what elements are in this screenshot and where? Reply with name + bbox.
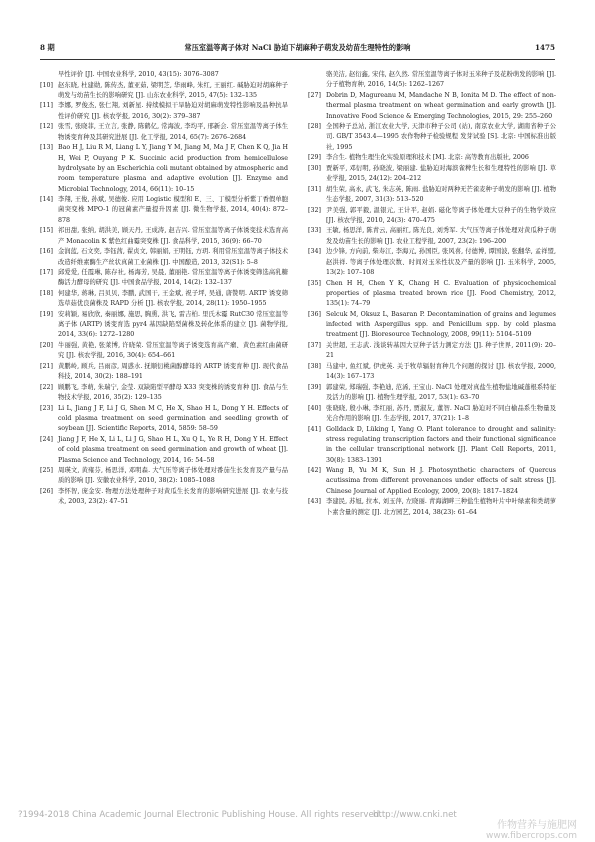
reference-number: [10] [40,81,53,89]
reference-number: [41] [308,425,321,433]
reference-text: 赵东晓, 杜建勋, 陈传杰, 董亚茹, 梁明芝, 华雨峰, 朱红, 王丽红. 碱胁迫对胡麻种子萌发与幼苗生长的影响研究 [J]. 山东农业科学, 2015, 47(5): 132–135 [58,81,288,99]
reference-text: Selcuk M, Oksuz L, Basaran P. Decontamination of grains and legumes infected with Aspergillus spp. and Penicillum spp. by cold plasma treatment [J]. Bioresource Technology, 2008, 99(11): 5104–5109 [326,310,556,339]
site-watermark [486,820,577,841]
reference-number: [30] [308,164,321,172]
references-left-column [40,70,288,508]
reference-text: Golldack D, Lüking I, Yang O. Plant tolerance to drought and salinity: stress regulating transcription factors and their functional significance in the cellular transcriptional network [J]. Plant Cell Reports, 2011, 30(8): 1383–1391 [326,425,556,464]
reference-text: 李娜, 罗俊杰, 张仁翔, 刘新星. 持续模拟干旱胁迫对胡麻萌发特性影响及品种抗旱性评价研究 [J]. 核农学报, 2016, 30(2): 379–387 [58,102,288,120]
reference-item [308,425,556,466]
reference-text: 李怀智, 庞金安. 物理方法处理种子对黄瓜生长发育的影响研究进展 [J]. 农业与技术, 2003, 23(2): 47–51 [58,487,288,506]
reference-item [308,247,556,278]
reference-text: 李翔, 王俊, 孙斌, 吴德俊. 应用 Logistic 模型和 E、三、丁模型分析紫丁香假单胞菌突变株 MPO-1 的冠菌素产量提升因素 [J]. 微生物学报, 2014, 40(4): 872–878 [58,196,288,224]
reference-text: Jiang J F, He X, Li L, Li J G, Shao H L, Xu Q L, Ye R H, Dong Y H. Effect of cold plasma treatment on seed germination and growth of wheat [J]. Plasma Science and Technology, 2014, 16: 54–58 [58,435,288,464]
reference-text: 全国种子总站, 浙江农业大学, 天津市种子公司 (站), 南京农业大学, 湖南省种子公司. GB/T 3543.4—1995 农作物种子检验规程 发芽试验 [S]. 北京: 中国标准出版社, 1995 [326,123,556,151]
reference-text: Chen H H, Chen Y K, Chang H C. Evaluation of physicochemical properties of plasma treated brown rice [J]. Food Chemistry, 2012, 135(1): 74–79 [326,279,556,308]
cnki-link[interactable]: http://www.cnki.net [373,810,457,820]
reference-item [308,341,556,362]
reference-item [40,362,288,383]
reference-number: [42] [308,467,321,475]
reference-number: [38] [308,362,321,370]
reference-number: [43] [308,498,321,506]
reference-number: [25] [40,467,53,475]
reference-text: 祁田甜, 张纳, 胡洪美, 顾天丹, 王成涛, 赵吉兴. 常压室温等离子体诱变技术选育高产 Monacolin K 紫色红曲霉突变株 [J]. 食品科学, 2015, 36(9): 66–70 [58,227,288,245]
reference-item [40,310,288,341]
reference-text: 黄鹏岭, 顾兵, 吕雨彦, 周惑水. 抚顺衍桃菌醇酵母的 ARTP 诱变育种 [J]. 现代食品科技, 2014, 30(2): 188–191 [58,362,288,381]
reference-item [40,289,288,310]
reference-item [40,81,288,102]
reference-number: [36] [308,310,321,318]
reference-item [40,122,288,143]
reference-text: 贾新平, 邓衍明, 孙晓波, 梁丽建. 盐胁迫对海滨雀稗生长和生理特性的影响 [J]. 草业学报, 2015, 24(12): 204–212 [326,164,556,183]
reference-item [40,195,288,226]
reference-item [308,70,556,91]
reference-number: [40] [308,404,321,412]
reference-text: Li L, Jiang J F, Li J G, Shen M C, He X, Shao H L, Dong Y H. Effects of cold plasma treatment on seed germination and seedling growth of soybean [J]. Scientific Reports, 2014, 5859: 58–59 [58,404,288,433]
reference-number: [13] [40,144,53,152]
reference-text: 安莉颖, 易欣欣, 秦丽娜, 施思, 胸熏, 洪飞, 雷吉柏. 里氏木霉 RutC30 常压室温等离子体 (ARTP) 诱变育选 pyr4 基因缺陷型菌株及转化体系的建立 [J]. 菌物学报, 2014, 33(6): 1272–1280 [58,310,288,339]
copyright-notice: ?1994-2018 China Academic Journal Electronic Publishing House. All rights reserved. [18,810,382,820]
watermark-chinese: 作物营养与施肥网 [497,820,577,831]
reference-number: [28] [308,123,321,131]
reference-number: [20] [40,342,53,349]
reference-number: [11] [40,102,53,110]
reference-item [308,279,556,310]
reference-number: [27] [308,91,321,99]
watermark-url: www.fibercrops.com [486,831,577,841]
running-header [40,38,555,58]
page-number: 1475 [534,43,555,52]
reference-text: 张雪, 张晓菲, 王立言, 张静, 陈鹤亿, 常海波, 李均平, 邢新会. 常压室温等离子体生物诱变育种及其研究进展 [J]. 化工学报, 2014, 65(7): 2676–2684 [58,123,288,141]
reference-number: [12] [40,123,53,131]
reference-item [308,164,556,185]
reference-item [40,466,288,487]
reference-text: 李合生. 植物生理生化实验原理和技术 [M]. 北京: 高等教育出版社, 2006 [326,154,529,162]
reference-text: 牛丽强, 黄艳, 张莱博, 许晓荣. 常压室温等离子诱变选育高产瘤、黄色素红曲菌研究 [J]. 核农学报, 2016, 30(4): 654–661 [58,342,288,360]
reference-number: [35] [308,279,321,287]
reference-number: [31] [308,185,321,193]
reference-item [40,247,288,268]
reference-number: [21] [40,362,53,370]
references-right-column [308,70,556,518]
reference-item [40,341,288,362]
reference-item [40,268,288,289]
reference-number: [33] [308,227,321,235]
reference-item [308,404,556,425]
reference-number: [29] [308,154,321,162]
header-rule [40,59,555,60]
reference-text: 马建中, 鱼红斌, 伊虎英. 关于牧草辐射育种几个问题的探讨 [J]. 核农学报, 2000, 14(3): 167–173 [326,362,556,381]
reference-text: 王敏, 杨思洋, 陈青云, 高丽红, 陈光良, 刘秀军. 大气压等离子体处理对黄瓜种子萌发及幼苗生长的影响 [J]. 农业工程学报, 2007, 23(2): 196–200 [326,227,556,245]
reference-number: [15] [40,227,53,235]
reference-text: 早性评价 [J]. 中国农业科学, 2010, 43(15): 3076–3087 [58,71,219,78]
reference-number: [32] [308,206,321,214]
reference-text: Dobrin D, Magureanu M, Mandache N B, Ionita M D. The effect of non-thermal plasma treatment on wheat germination and early growth [J]. Innovative Food Science & Emerging Technologies, 2015, 29: 255–260 [326,91,556,120]
reference-text: 尹美强, 郭平毅, 温银元, 王计平, 赵娟. 磁化等离子体处理大豆种子的生物学效应 [J]. 核农学报, 2010, 24(3): 470–475 [326,206,556,224]
reference-item [308,466,556,497]
reference-item [40,435,288,466]
reference-item [40,226,288,247]
reference-text: 何建华, 蒋琳, 吕贝贝, 李鹏, 武国干, 王金斌, 祝子坪, 吴通, 唐赞明. ARTP 诱变筛选草菇优良菌株及 RAPD 分析 [J]. 核农学报, 2014, 28(11): 1950–1955 [58,289,288,308]
reference-number: [23] [40,404,53,412]
reference-number: [14] [40,196,53,204]
reference-number: [37] [308,342,321,349]
reference-item [308,362,556,383]
reference-item [308,185,556,206]
reference-text: 周瑛文, 黄雍芬, 杨思洋, 邓明森. 大气压等离子体处理对番茄生长发育及产量与品质的影响 [J]. 安徽农业科学, 2010, 38(2): 1085–1088 [58,467,288,485]
running-title: 常压室温等离子体对 NaCl 胁迫下胡麻种子萌发及幼苗生理特性的影响 [184,43,411,52]
reference-number: [16] [40,248,53,256]
reference-item [308,310,556,341]
reference-text: 李建民, 苏旭, 拉本, 刘玉萍, 左晓丽. 青海湖畔三种盐生植物叶片中叶绿素和类胡萝卜素含量的测定 [J]. 北方园艺, 2014, 38(23): 61–64 [326,498,556,516]
reference-item [40,404,288,435]
reference-number: [19] [40,310,53,318]
reference-number: [24] [40,435,53,443]
reference-item [40,487,288,508]
reference-text: 金润蓝, 石文奕, 李钰茜, 翟贞文, 韩丽娟, 王明钰, 方玥. 利用常压室温等离子体技术改造纤维素酶生产丝状真菌工业菌株 [J]. 中国酿造, 2013, 32(S1): 5–8 [58,248,288,266]
reference-text: 骆美洁, 赵衍鑫, 宋伟, 赵久然. 常压室温等离子体对玉米种子及花粉萌发的影响 [J]. 分子植物育种, 2016, 14(5): 1262–1267 [326,71,556,89]
reference-number: [17] [40,269,53,277]
reference-number: [39] [308,383,321,391]
reference-number: [26] [40,487,53,495]
reference-number: [18] [40,289,53,297]
reference-item [308,206,556,227]
issue-number: 8 期 [40,43,55,52]
reference-text: 顾鹏飞, 李萌, 朱瑞宁, 金莹. 双缺陷型平酵母 X33 突变株的诱变育种 [J]. 食品与生物技术学报, 2016, 35(2): 129–135 [58,383,288,402]
reference-item [308,153,556,163]
reference-item [40,383,288,404]
reference-text: 邱爱爱, 任霞琳, 陈存社, 杨海芳, 吴晨, 董丽艳. 常压室温等离子体诱变筛选高乳糖酶活力酵母的研究 [J]. 中国食品学报, 2014, 14(2): 132–137 [58,269,288,287]
reference-text: Bao H J, Liu R M, Liang L Y, Jiang Y M, Jiang M, Ma J F, Chen K Q, Jia H H, Wei P, Ouyang P K. Succinic acid production from hemicellulose hydrolysate by an Escherichia coli mutant obtained by atmospheric and room temperature plasma and adaptive evolution [J]. Enzyme and Microbial Technology, 2014, 66(11): 10–15 [58,144,288,193]
reference-text: 张晓晓, 殷小琳, 李红丽, 苏丹, 贾淑友, 董智. NaCl 胁迫对不同白榆品系生物量及光合作用的影响 [J]. 生态学报, 2017, 37(21): 1–8 [326,404,556,422]
reference-item [40,143,288,195]
reference-text: 胡生荣, 高永, 武飞, 朱志英, 陈雨. 盐胁迫对两种无芒雀麦种子萌发的影响 [J]. 植物生态学报, 2007, 31(3): 513–520 [326,185,556,204]
reference-item [308,91,556,122]
reference-number: [34] [308,248,321,256]
reference-number: [22] [40,383,53,391]
reference-item [308,226,556,247]
reference-item [308,122,556,153]
reference-text: 郭建荣, 郑瑞强, 李艳迪, 范浠, 王宝山. NaCl 处理对真盐生植物盐地碱蓬根系特征及活力的影响 [J]. 植物生理学报, 2017, 53(1): 63–70 [326,383,556,402]
reference-item [308,383,556,404]
reference-text: Wang B, Yu M K, Sun H J. Photosynthetic characters of Quercus acutissima from different provenances under effects of salt stress [J]. Chinese Journal of Applied Ecology, 2009, 20(8): 1817–1824 [326,467,556,495]
reference-text: 关世超, 王志武. 浅谈转基因大豆种子活力测定方法 [J]. 种子世界, 2011(9): 20–21 [326,342,556,360]
reference-text: 边少锋, 方向前, 柴寿江, 李海元, 孙国臣, 张风喜, 付德博, 谭国波, 张翻华, 孟祥盟, 赵洪祥. 等离子体处理次数、时间对玉米性状及产量的影响 [J]. 玉米科学, 2005, 13(2): 107–108 [326,248,556,277]
reference-item [40,70,288,80]
reference-item [40,101,288,122]
reference-item [308,497,556,518]
